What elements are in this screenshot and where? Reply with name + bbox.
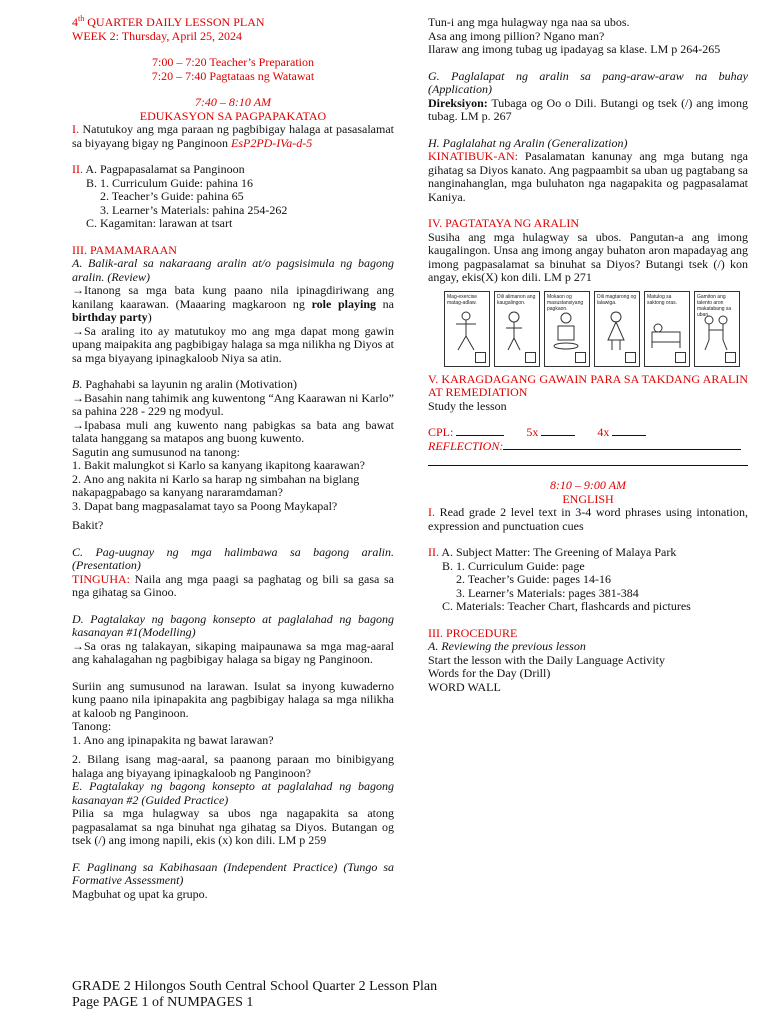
study-pictures: Tun-i ang mga hulagway nga naa sa ubos. <box>428 15 630 29</box>
motivation-q3-why: Bakit? <box>72 518 104 532</box>
reflection-rule <box>428 453 748 466</box>
english-review-text-2: Words for the Day (Drill) <box>428 666 551 680</box>
generalization-heading: H. Paglalahat ng Aralin (Generalization) <box>428 135 628 150</box>
application-text: Direksiyon: Tubaga og Oo o Dili. Butangi og tsek (/) ang imong tubag. LM p. 267 <box>428 95 748 123</box>
cpl-blank <box>456 435 504 436</box>
evaluation-picture-strip <box>444 291 748 367</box>
english-reference-tg: 2. Teacher’s Guide: pages 14-16 <box>456 572 612 586</box>
modelling-q1: 1. Ano ang ipinapakita ng bawat larawan? <box>72 732 274 747</box>
reference-tg: 2. Teacher’s Guide: pahina 65 <box>100 189 244 203</box>
assignment-text: Study the lesson <box>428 398 507 413</box>
girl-figure-icon <box>598 310 634 354</box>
check-box <box>575 352 586 363</box>
english-review-text-1: Start the lesson with the Daily Language Activity <box>428 652 665 667</box>
objective: I. Natutukoy ang mga paraan ng pagbibigay halaga at pasasalamat sa biyayang bigay ng Panginoon EsP2PD-IVa-d-5 <box>72 122 394 150</box>
plan-title: 4th QUARTER DAILY LESSON PLAN <box>72 14 265 29</box>
motivation-q3: 3. Dapat bang magpasalamat tayo sa Poong Maykapal? <box>72 498 338 513</box>
week-line: WEEK 2: Thursday, April 25, 2024 <box>72 28 242 43</box>
application-heading: G. Paglalapat ng aralin sa pang-araw-araw na buhay (Application) <box>428 68 748 96</box>
subject-matter: II. A. Pagpapasalamat sa Panginoon <box>72 162 245 176</box>
materials: C. Kagamitan: larawan at tsart <box>86 216 233 230</box>
check-box <box>525 352 536 363</box>
study-share: Ilaraw ang imong tubag ug ipadayag sa klase. LM p 264-265 <box>428 42 721 56</box>
schedule-flag: 7:20 – 7:40 Pagtataas ng Watawat <box>151 68 315 83</box>
reference-cg: B. 1. Curriculum Guide: pahina 16 <box>86 175 253 190</box>
check-box <box>725 352 736 363</box>
check-box <box>475 352 486 363</box>
english-reference-lm: 3. Learner’s Materials: pages 381-384 <box>456 585 639 600</box>
modelling-text-2: Suriin ang sumusunod na larawan. Isulat sa inyong kuwaderno kung paano nila ipinapakita ang pagbibigay halaga sa mga nilikha at kaloob ng Panginoon. <box>72 678 394 720</box>
cpl-line: CPL: 5x 4x <box>428 426 748 440</box>
english-reference-cg: B. 1. Curriculum Guide: page <box>442 558 585 573</box>
session-time: 7:40 – 8:10 AM <box>194 95 272 109</box>
modelling-q2: 2. Bilang isang mag-aaral, sa paanong paraan mo binibigyang halaga ang biyayang ipinagkaloob ng Panginoon? <box>72 752 394 780</box>
evaluation-text: Susiha ang mga hulagway sa ubos. Pangutan-a ang imong kaugalingon. Unsa ang imong angay buhaton aron mapadayag ang imong pagpasalamat sa binuhat sa Diyos? Butangi tsek (/) kon angay, ekis(X) kon dili. LM p 271 <box>428 229 748 284</box>
picture-card-food: Mokaon og masustansiyang pagkaon. <box>544 291 590 367</box>
guided-text: Pilia sa mga hulagway sa ubos nga nagapakita sa atong pagpasalamat sa nga binuhat nga gihatag sa Diyos. Butangan og tsek (/) ang imong napili, ekis (x) kon dili. LM p 259 <box>72 806 394 847</box>
five-x-blank <box>541 435 575 436</box>
evaluation-heading: IV. PAGTATAYA NG ARALIN <box>428 216 579 230</box>
picture-card-exercise: Mag-exercise matag-adlaw. <box>444 291 490 367</box>
english-subject: ENGLISH <box>562 491 614 506</box>
subject-heading: EDUKASYON SA PAGPAPAKATAO <box>139 108 327 123</box>
eating-child-icon <box>548 310 584 354</box>
presentation-text: TINGUHA: Naila ang mga paagi sa paghatag og bili sa gasa sa nga gihatag sa Ginoo. <box>72 571 394 599</box>
modelling-heading: D. Pagtalakay ng bagong konsepto at paglalahad ng bagong kasanayan #1(Modelling) <box>72 611 394 639</box>
english-review-text-3: WORD WALL <box>428 679 501 694</box>
sleeping-child-icon <box>648 310 684 354</box>
motivation-text-1: →Basahin nang tahimik ang kuwentong “Ang Kaarawan ni Karlo” sa pahina 228 - 229 ng modyul. <box>72 390 394 418</box>
modelling-question-label: Tanong: <box>72 719 112 733</box>
modelling-text-1: →Sa oras ng talakayan, sikaping maipaunawa sa mga mag-aaral ang kahalagahan ng pagbibigay halaga sa bigay ng Panginoon. <box>72 638 394 666</box>
review-text-2: →Sa araling ito ay matutukoy mo ang mga dapat mong gawin upang maipakita ang pagbibigay halaga sa mga nilikha ng Diyos at sa mga biyayang ipinagkaloob Niya sa atin. <box>72 323 394 365</box>
footer-school: GRADE 2 Hilongos South Central School Quarter 2 Lesson Plan <box>72 979 438 994</box>
presentation-heading: C. Pag-uugnay ng mga halimbawa sa bagong aralin. (Presentation) <box>72 544 394 572</box>
right-column <box>428 16 748 694</box>
exercise-figure-icon <box>448 310 484 354</box>
check-box <box>625 352 636 363</box>
child-figure-icon <box>498 310 534 354</box>
generalization-text: KINATIBUK-AN: Pasalamatan kanunay ang mga butang nga gihatag sa Diyos kanato. Ang pagpaambit sa uban ug pagtabang sa nanginahanglan, mga buluhaton nga nagapakita og pagpasalamat Kaniya. <box>428 149 748 204</box>
check-box <box>675 352 686 363</box>
review-text-1: →Itanong sa mga bata kung paano nila ipinagdiriwang ang kanilang kaarawan. (Maaaring magkaroon ng role playing na birthday party) <box>72 283 395 324</box>
independent-heading: F. Paglinang sa Kabihasaan (Independent Practice) (Tungo sa Formative Assessment) <box>72 859 394 887</box>
footer-page-number: Page PAGE 1 of NUMPAGES 1 <box>72 995 254 1010</box>
picture-card-sleep: Matulog sa saktong oras. <box>644 291 690 367</box>
english-procedure-heading: III. PROCEDURE <box>428 625 518 640</box>
motivation-q1: 1. Bakit malungkot si Karlo sa kanyang ikapitong kaarawan? <box>72 458 365 472</box>
english-materials: C. Materials: Teacher Chart, flashcards and pictures <box>442 599 691 613</box>
motivation-prompt: Sagutin ang sumusunod na tanong: <box>72 444 240 459</box>
left-column <box>72 16 394 901</box>
review-heading: A. Balik-aral sa nakaraang aralin at/o pagsisimula ng bagong aralin. (Review) <box>72 256 394 284</box>
picture-card-hygiene: Dili alimanon ang kaugalingon. <box>494 291 540 367</box>
independent-text: Magbuhat og upat ka grupo. <box>72 886 208 901</box>
picture-card-litter: Dili magtarong og lalawiga. <box>594 291 640 367</box>
four-x-blank <box>612 435 646 436</box>
english-time: 8:10 – 9:00 AM <box>549 478 627 492</box>
reflection-line: REFLECTION: <box>428 440 748 454</box>
helping-children-icon <box>698 310 734 354</box>
page-footer <box>72 979 692 1011</box>
motivation-heading: B. Paghahabi sa layunin ng aralin (Motivation) <box>72 377 297 391</box>
motivation-text-2: →Ipabasa muli ang kuwento nang pabigkas sa bata ang bawat talata hanggang sa matapos ang buong kuwento. <box>72 417 394 445</box>
schedule-prep: 7:00 – 7:20 Teacher’s Preparation <box>151 55 314 69</box>
study-question: Asa ang imong pillion? Ngano man? <box>428 28 605 43</box>
guided-heading: E. Pagtalakay ng bagong konsepto at paglalahad ng bagong kasanayan #2 (Guided Practice) <box>72 779 394 807</box>
procedure-heading: III. PAMAMARAAN <box>72 242 177 257</box>
reference-lm: 3. Learner’s Materials: pahina 254-262 <box>100 202 288 217</box>
english-subject-matter: II. A. Subject Matter: The Greening of Malaya Park <box>428 545 677 559</box>
english-objective: I. Read grade 2 level text in 3-4 word phrases using intonation, expression and punctuation cues <box>428 505 748 533</box>
picture-card-talent: Gamiton ang talento aron makatabang sa uban. <box>694 291 740 367</box>
english-review-heading: A. Reviewing the previous lesson <box>428 639 586 653</box>
reflection-blank <box>503 449 741 450</box>
assignment-heading: V. KARAGDAGANG GAWAIN PARA SA TAKDANG ARALIN AT REMEDIATION <box>428 371 748 399</box>
motivation-q2: 2. Ano ang nakita ni Karlo sa harap ng simbahan na biglang nakapagpabago sa kanyang nararamdaman? <box>72 471 360 499</box>
